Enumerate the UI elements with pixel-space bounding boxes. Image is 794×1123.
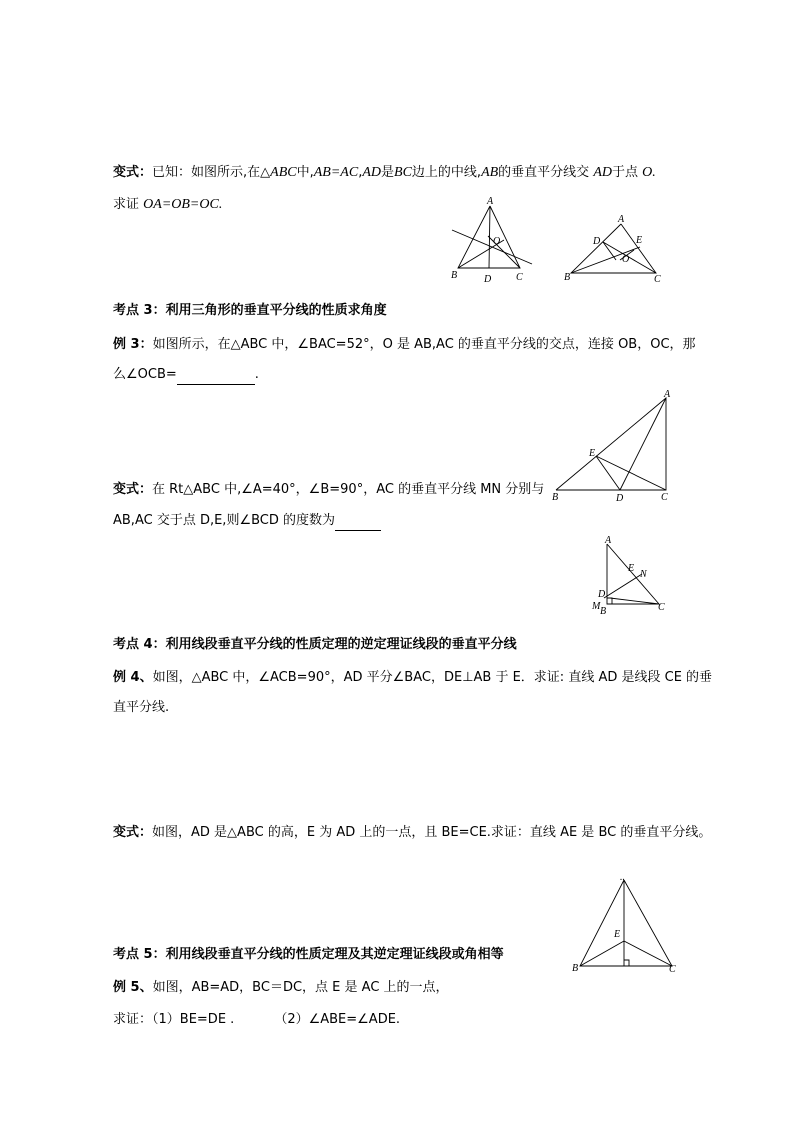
label-E: E: [589, 448, 596, 459]
label-E: E: [636, 235, 643, 246]
figure-3-right-triangle: [546, 388, 676, 504]
label-D: D: [616, 493, 624, 504]
label-A: A: [618, 214, 625, 225]
example4-line1: 例 4、如图，△ABC 中，∠ACB=90°，AD 平分∠BAC，DE⊥AB 于 E．求证: 直线 AD 是线段 CE 的垂: [113, 670, 713, 685]
label-D: D: [484, 274, 492, 284]
label-E: E: [614, 929, 621, 940]
label-B: B: [552, 492, 559, 503]
variant-label: 变式：: [113, 165, 153, 180]
label-O: O: [493, 236, 501, 247]
figure-5-triangle: [568, 874, 684, 978]
label-M: M: [592, 601, 601, 612]
label-B: B: [451, 270, 458, 281]
example5-line1: 例 5、如图，AB=AD，BC＝DC，点 E 是 AC 上的一点，: [113, 980, 449, 995]
variant3-line1: 变式：如图，AD 是△ABC 的高，E 为 AD 上的一点，且 BE=CE.求证：直线 AE 是 BC 的垂直平分线。: [113, 825, 712, 840]
label-C: C: [661, 492, 668, 503]
label-C: C: [658, 602, 665, 613]
answer-blank[interactable]: [335, 512, 381, 531]
topic3-heading: 考点 3：利用三角形的垂直平分线的性质求角度: [113, 303, 387, 318]
label-A: A: [605, 535, 612, 546]
figure-4-right-triangle: [590, 534, 670, 616]
variant1-line1: 变式：已知：如图所示,在△ABC中,AB=AC,AD是BC边上的中线,AB的垂直平分线交 AD于点 O.: [113, 165, 656, 180]
label-B: B: [572, 963, 579, 974]
label-C: C: [669, 964, 676, 975]
label-A: ..: [620, 874, 625, 883]
label-A: A: [487, 196, 494, 207]
label-D: D: [598, 589, 606, 600]
figure-1-isosceles-triangle: [448, 196, 534, 284]
label-O: O: [622, 254, 630, 265]
label-E: E: [628, 563, 635, 574]
variant2-line1: 变式：在 Rt△ABC 中,∠A=40°，∠B=90°，AC 的垂直平分线 MN 分别与: [113, 482, 545, 497]
label-C: C: [654, 274, 661, 284]
label-N: N: [640, 569, 647, 580]
figure-2-triangle: [560, 212, 670, 284]
variant2-line2: AB,AC 交于点 D,E,则∠BCD 的度数为: [113, 512, 381, 531]
label-D: D: [593, 236, 601, 247]
label-B: B: [600, 606, 607, 616]
label-A: A: [664, 389, 671, 400]
topic4-heading: 考点 4：利用线段垂直平分线的性质定理的逆定理证线段的垂直平分线: [113, 637, 517, 652]
label-B: B: [564, 272, 571, 283]
variant1-prove-line: 求证 OA=OB=OC.: [113, 197, 223, 212]
example5-prove-line: 求证：（1）BE=DE . （2）∠ABE=∠ADE.: [113, 1012, 401, 1027]
label-C: C: [516, 272, 523, 283]
example3-line2: 么∠OCB= .: [113, 366, 259, 385]
answer-blank[interactable]: [177, 366, 255, 385]
topic5-heading: 考点 5：利用线段垂直平分线的性质定理及其逆定理证线段或角相等: [113, 947, 504, 962]
example3-line1: 例 3：如图所示，在△ABC 中，∠BAC=52°，O 是 AB,AC 的垂直平分线的交点，连接 OB，OC，那: [113, 337, 696, 352]
example4-line2: 直平分线.: [113, 700, 170, 715]
